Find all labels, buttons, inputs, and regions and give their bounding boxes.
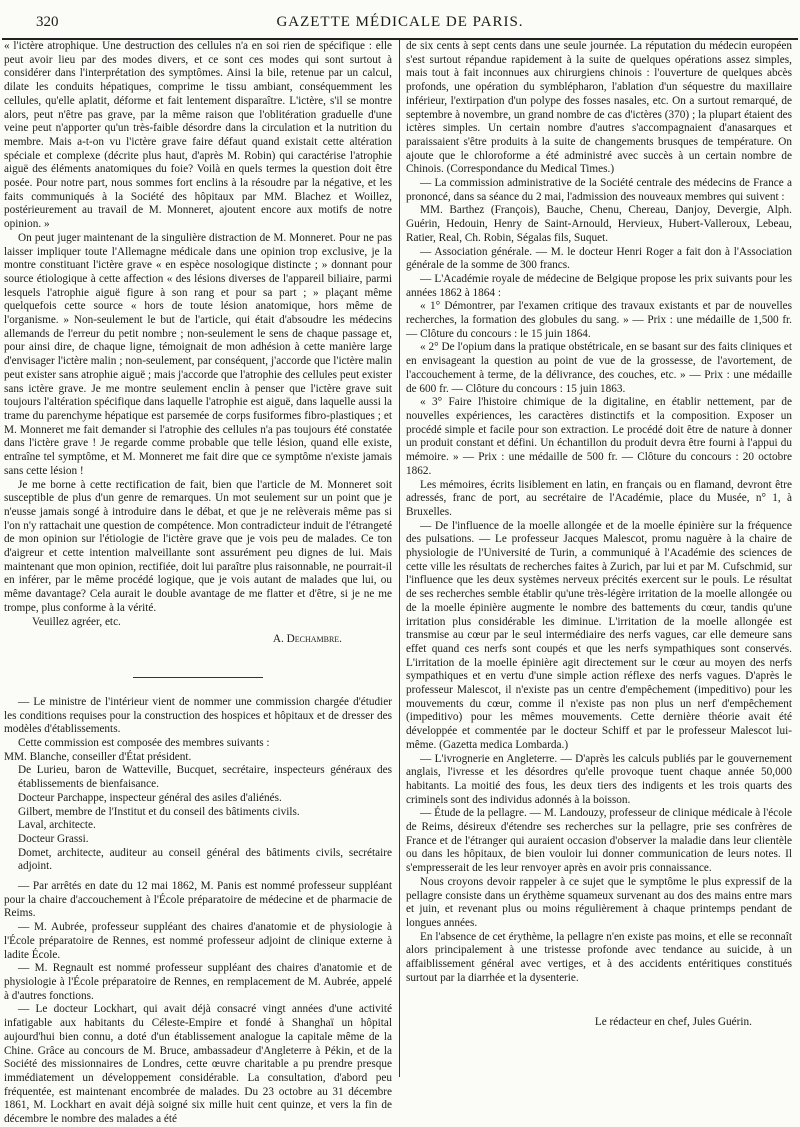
news-item: Cette commission est composée des membres suivants :	[18, 737, 270, 750]
news-item: — De l'influence de la moelle allongée et de la moelle épinière sur la fréquence des pulsations. — Le professeur Jacques Malescot, promu naguère à la chaire de physiologie de l'Université de Turin, a communiqué à l'Académie des sciences de cette ville les résultats de recherches faites à Zurich, par lui et par M. Cufschmid, sur l'influence que les deux systèmes nerveux précités exercent sur le pouls. Le résultat de ses recherches semble établir qu'une très-légère irritation de la moelle allongée ou de la moelle épinière augmente le nombre des battements du cœur, tandis qu'une irritation plus considérable les diminue. L'irritation de la moelle allongée est transmise au cœur par le seul intermédiaire des nerfs vagues, car elle demeure sans effet quand ces nerfs sont coupés et que les nerfs sympathiques sont conservés. L'irritation de la moelle épinière agit directement sur le cœur au moyen des nerfs sympathiques et en vertu d'une simple action réflexe des nerfs vagues. D'après le professeur Malescot, il n'existe pas un centre d'empêchement (impeditivo) pour les mouvements du cœur, comme il n'existe pas non plus un nerf d'empêchement (impeditivo) pour les mêmes mouvements. Cette dernière théorie avait été développée et commentée par le docteur Schiff et par le professeur Malescot lui-même. (Gazetta medica Lombarda.)	[406, 519, 792, 751]
member-entry: Domet, architecte, auditeur au conseil général des bâtiments civils, secrétaire adjoint.	[18, 846, 392, 873]
news-item: — Association générale. — M. le docteur Henri Roger a fait don à l'Association générale de la somme de 300 francs.	[406, 245, 792, 272]
prize-entry: « 1° Démontrer, par l'examen critique des travaux existants et par de nouvelles recherches, la formation des globules du sang. » — Prix : une médaille de 1,500 fr. — Clôture du concours : le 15 juin 1864.	[406, 300, 792, 340]
news-item: Nous croyons devoir rappeler à ce sujet que le symptôme le plus expressif de la pellagre consiste dans un érythème squameux survenant au dos des mains entre mars et juin, et revenant plus ou moins régulièrement à chaque printemps pendant de longues années.	[406, 875, 792, 929]
news-item: — Le ministre de l'intérieur vient de nommer une commission chargée d'étudier les conditions requises pour la construction des hospices et hôpitaux et de dresser des modèles d'établissements.	[4, 695, 392, 736]
news-item: — Le docteur Lockhart, qui avait déjà consacré vingt années d'une activité infatigable aux habitants du Céleste-Empire et fondé à Shanghaï un hôpital aujourd'hui bien connu, a doté d'un établissement analogue la capitale même de la Chine. Grâce au concours de M. Bruce, ambassadeur d'Angleterre à Pékin, et de la Société des missionnaires de Londres, cette œuvre charitable a pu prendre presque immédiatement un développement considérable. La consultation, d'abord peu fréquentée, est maintenant encombrée de malades. Du 23 octobre au 31 décembre 1861, M. Lockhart en avait déjà soigné six mille huit cent quinze, et vers la fin de décembre le nombre des malades a été	[4, 1003, 392, 1126]
closing-formula: Veuillez agréer, etc.	[32, 615, 121, 628]
news-item: — L'ivrognerie en Angleterre. — D'après les calculs publiés par le gouvernement anglais, l'ivresse et les désordres qu'elle provoque tuent chaque année 50,000 habitants. La moitié des fous, les deux tiers des indigents et les trois quarts des criminels sont des individus adonnés à la boisson.	[406, 752, 792, 806]
news-item: de six cents à sept cents dans une seule journée. La réputation du médecin européen s'est surtout répandue rapidement à la suite de quelques opérations assez simples, mais tout à fait inconnues aux chirurgiens chinois : l'ouverture de quelques abcès profonds, une opération du symblépharon, l'ablation d'un séquestre du maxillaire inférieur, l'extirpation d'un polype des fosses nasales, etc. On a surtout remarqué, de septembre à novembre, un grand nombre de cas d'ictères (370) ; la plupart étaient des ictères simples. Un certain nombre d'autres s'accompagnaient d'anasarques et paraissaient s'être produits à la suite de changements brusques de température. On ajoute que le chloroforme a été administré avec succès à un certain nombre de Chinois. (Correspondance du Medical Times.)	[406, 40, 792, 176]
news-item: Les mémoires, écrits lisiblement en latin, en français ou en flamand, devront être adressés, franc de port, au secrétaire de l'Académie, place du Musée, n° 1, à Bruxelles.	[406, 478, 792, 518]
section-separator	[133, 677, 263, 678]
member-entry: Laval, architecte.	[18, 819, 96, 832]
member-list: MM. Barthez (François), Bauche, Chenu, Chereau, Danjoy, Devergie, Alph. Guérin, Hedouin, Henry de Saint-Arnould, Hervieux, Hubert-Valleroux, Lebeau, Ratier, Real, Ch. Robin, Ségalas fils, Suquet.	[406, 204, 792, 244]
news-item: — La commission administrative de la Société centrale des médecins de France a prononcé, dans sa séance du 2 mai, l'admission des nouveaux membres qui suivent :	[406, 177, 792, 203]
running-head: GAZETTE MÉDICALE DE PARIS.	[276, 14, 524, 30]
page-number: 320	[36, 14, 59, 30]
author-signature: A. Dechambre.	[272, 633, 342, 646]
news-item: En l'absence de cet érythème, la pellagre n'en existe pas moins, et elle se reconnaît alors principalement à une tristesse profonde avec tendance au suicide, à un affaiblissement général avec vertiges, et à des accidents entéritiques constitués surtout par la diarrhée et la dysenterie.	[406, 930, 792, 984]
page-header	[6, 0, 794, 34]
member-entry: Gilbert, membre de l'Institut et du conseil des bâtiments civils.	[18, 805, 300, 818]
member-entry: De Lurieu, baron de Watteville, Bucquet, secrétaire, inspecteurs généraux des établissements de bienfaisance.	[18, 764, 392, 791]
news-item: — M. Aubrée, professeur suppléant des chaires d'anatomie et de physiologie à l'École préparatoire de Rennes, est nommé professeur adjoint de clinique externe à ladite École.	[4, 921, 392, 961]
article-paragraph: Je me borne à cette rectification de fait, bien que l'article de M. Monneret soit susceptible de plus d'un genre de remarques. Un mot seulement sur un point que je n'eusse jamais songé à introduire dans le débat, et que je ne relèverais même pas si l'on n'y rattachait une question de compétence. Mon contradicteur induit de l'étrangeté de mon opinion sur l'étiologie de l'ictère grave que je vois peu de malades. Ce ton d'aigreur et cette intention malveillante sont assurément peu dignes de lui. Mais maintenant que mon opinion, rectifiée, doit lui paraître plus raisonnable, ne pourrait-il en inférer, par le même procédé logique, que je vois autant de malades que lui, ou même davantage? Cela aurait le double avantage de me flatter et d'être, si je ne me trompe, plus conforme à la vérité.	[4, 478, 392, 614]
member-entry: Docteur Grassi.	[18, 832, 89, 845]
right-column	[406, 40, 792, 1077]
member-entry: MM. Blanche, conseiller d'État président.	[4, 750, 192, 763]
news-item: — Étude de la pellagre. — M. Landouzy, professeur de clinique médicale à l'école de Reims, désireux d'étendre ses recherches sur la pellagre, prie ses confrères de France et de l'étranger qui auraient occasion d'observer la maladie dans leur clientèle ou dans les hôpitaux, de bien vouloir lui donner communication de leurs notes. Il s'empresserait de les leur renvoyer après en avoir pris connaissance.	[406, 807, 792, 875]
member-entry: Docteur Parchappe, inspecteur général des asiles d'aliénés.	[18, 791, 282, 804]
left-column	[4, 40, 392, 1126]
prize-entry: « 2° De l'opium dans la pratique obstétricale, en se basant sur des faits cliniques et en envisageant la question au point de vue de la grossesse, de l'avortement, de l'accouchement à terme, de la délivrance, des couches, etc. » — Prix : une médaille de 600 fr. — Clôture du concours : 15 juin 1863.	[406, 341, 792, 395]
article-paragraph: « l'ictère atrophique. Une destruction des cellules n'a en soi rien de spécifique : elle peut avoir lieu par des modes divers, et ce sont ces modes qui sont surtout à considérer dans l'interprétation des symptômes. Ainsi la bile, retenue par un calcul, dilate les conduits hépatiques, comprime le tissu ambiant, conséquemment les cellules, qu'elle aplatit, déforme et fait lentement disparaître. L'ictère, s'il se montre alors, peut n'être pas grave, par la même raison que l'oblitération graduelle d'une veine peut n'apporter qu'un très-faible désordre dans la circulation et la nutrition du membre. Mais a-t-on vu l'ictère grave faire défaut quand existait cette altération spéciale et complexe (décrite plus haut, d'après M. Robin) qui caractérise l'atrophie aiguë des éléments anatomiques du foie? Voilà en quels termes la question doit être posée. Pour notre part, nous sommes fort enclins à la résoudre par la négative, et les faits communiqués à la Société des hôpitaux par MM. Blachez et Woillez, postérieurement au travail de M. Monneret, ajoutent encore aux motifs de notre opinion. »	[4, 40, 392, 231]
news-item: — L'Académie royale de médecine de Belgique propose les prix suivants pour les années 1862 à 1864 :	[406, 272, 792, 299]
news-item: — Par arrêtés en date du 12 mai 1862, M. Panis est nommé professeur suppléant pour la chaire d'accouchement à l'École préparatoire de médecine et de pharmacie de Reims.	[4, 880, 392, 920]
two-column-body	[4, 40, 796, 1126]
article-paragraph: On peut juger maintenant de la singulière distraction de M. Monneret. Pour ne pas laisser impliquer toute l'Allemagne médicale dans une opinion trop exclusive, je la montre constituant l'ictère grave « en espèce nosologique distincte ; » donnant pour source étiologique à cette affection « des lésions diverses de l'appareil biliaire, parmi lesquels l'atrophie aiguë figure à son rang et pour sa part ; » plaçant même quelquefois cette source « hors de toute lésion anatomique, hors même de l'organisme. » Non-seulement le but de l'article, qui était d'absoudre les médecins allemands de l'erreur du petit nombre ; non-seulement le sens de chaque passage et, pour ainsi dire, de chaque ligne, témoignait de mon adhésion à cette manière large d'envisager l'ictère malin ; non-seulement, par conséquent, j'accorde que l'ictère malin peut exister sans atrophie aiguë ; mais j'accorde que l'atrophie des cellules peut exister sans ictère grave. Je me montre seulement enclin à penser que l'ictère grave suit toujours l'altération spécifique dans laquelle l'atrophie est aiguë, dans laquelle aussi la trame du parenchyme hépatique est parsemée de corps fusiformes fibro-plastiques ; et M. Monneret me fait demander si l'atrophie des cellules n'a pas toujours été constatée dans l'ictère grave ! Je regarde comme probable que telle lésion, quand elle existe, entraîne tel symptôme, et M. Monneret me fait dire que ce symptôme n'existe jamais sans cette lésion !	[4, 231, 392, 477]
news-item: — M. Regnault est nommé professeur suppléant des chaires d'anatomie et de physiologie à l'École préparatoire de Rennes, en remplacement de M. Aubrée, appelé à d'autres fonctions.	[4, 962, 392, 1002]
column-divider	[399, 40, 400, 1077]
editor-signature: Le rédacteur en chef, Jules Guérin.	[594, 1015, 752, 1028]
prize-entry: « 3° Faire l'histoire chimique de la digitaline, en établir nettement, par de nouvelles expériences, les caractères distinctifs et la composition. Exposer un procédé simple et facile pour son extraction. Le procédé doit être de nature à donner un produit constant et défini. Un échantillon du produit devra être fourni à l'appui du mémoire. » — Prix : une médaille de 500 fr. — Clôture du concours : 20 octobre 1862.	[406, 396, 792, 477]
